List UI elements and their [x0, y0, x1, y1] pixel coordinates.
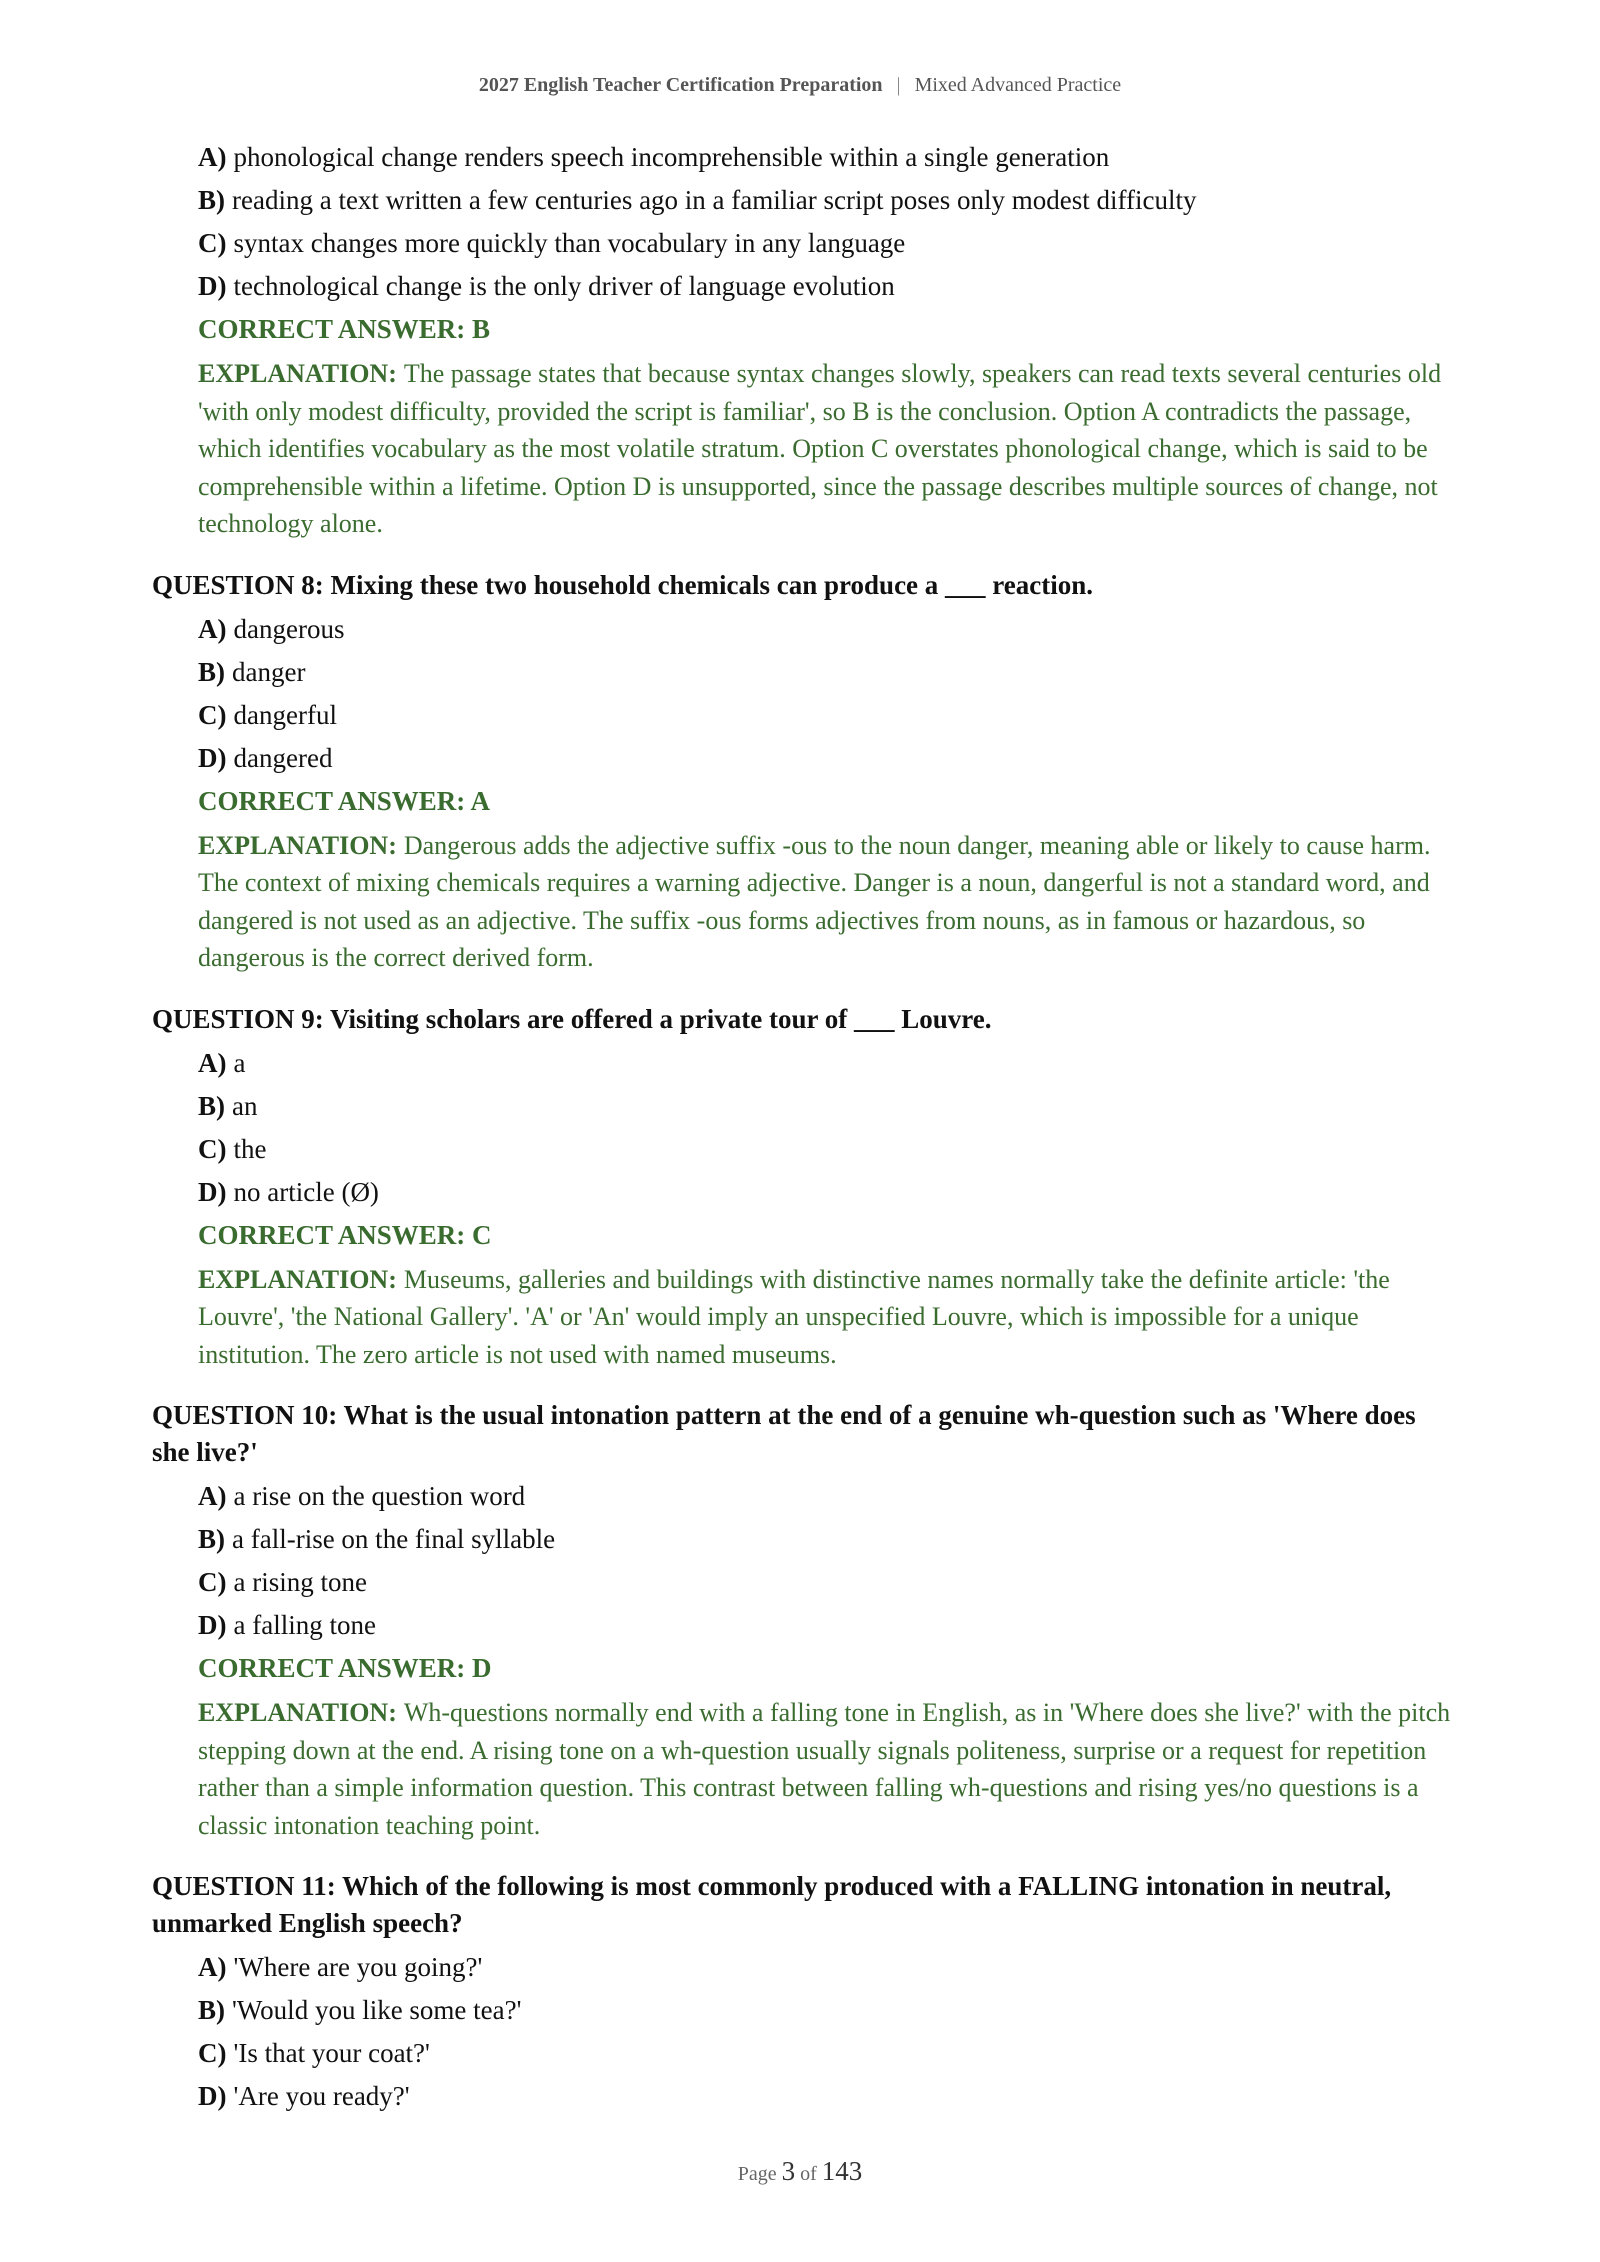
- total-pages: 143: [821, 2156, 863, 2186]
- option-letter: A): [198, 1047, 227, 1078]
- option-c: [198, 1561, 1452, 1604]
- correct-answer: CORRECT ANSWER: C: [198, 1219, 492, 1250]
- option-text: an: [232, 1090, 258, 1121]
- option-b: [198, 1085, 1452, 1128]
- option-list: [198, 136, 1452, 308]
- page-word: Page: [737, 2163, 777, 2185]
- correct-answer: CORRECT ANSWER: D: [198, 1653, 492, 1683]
- option-letter: A): [198, 142, 227, 172]
- option-c: [198, 2032, 1452, 2075]
- option-text: 'Where are you going?': [233, 1952, 483, 1982]
- option-text: the: [233, 1133, 267, 1164]
- option-b: [198, 179, 1452, 222]
- explanation-text: Wh-questions normally end with a falling tone in English, as in 'Where does she live?' with the pitch stepping down at the end. A rising tone on a wh-question usually signals politeness, surprise or a request for repetition rather than a simple information question. This contrast between falling wh-questions and rising yes/no questions is a classic intonation teaching point.: [198, 1698, 1451, 1840]
- correct-answer: CORRECT ANSWER: B: [198, 314, 491, 344]
- option-text: a falling tone: [233, 1610, 376, 1640]
- option-letter: C): [198, 1567, 227, 1597]
- option-d: [198, 1171, 1452, 1214]
- option-text: technological change is the only driver of language evolution: [233, 271, 895, 301]
- question-heading: QUESTION 11: Which of the following is most commonly produced with a FALLING intonation in neutral, unmarked English speech?: [152, 1871, 1392, 1938]
- header-subtitle: Mixed Advanced Practice: [914, 74, 1122, 96]
- option-letter: A): [198, 613, 227, 644]
- explanation-label: EXPLANATION:: [198, 1698, 397, 1727]
- option-letter: D): [198, 1176, 227, 1207]
- option-letter: C): [198, 1133, 227, 1164]
- option-text: 'Is that your coat?': [233, 2038, 430, 2068]
- explanation: [198, 1694, 1452, 1844]
- option-list: [198, 1475, 1452, 1647]
- explanation-label: EXPLANATION:: [198, 359, 397, 388]
- header-separator: |: [896, 74, 901, 96]
- option-letter: B): [198, 185, 225, 215]
- page-content: [152, 136, 1452, 2118]
- option-c: [198, 1128, 1452, 1171]
- option-list: [198, 608, 1452, 780]
- option-text: a fall-rise on the final syllable: [232, 1524, 556, 1554]
- option-letter: D): [198, 271, 227, 301]
- explanation-label: EXPLANATION:: [198, 1264, 397, 1294]
- option-text: a rise on the question word: [233, 1481, 526, 1511]
- option-text: reading a text written a few centuries ago in a familiar script poses only modest difficulty: [232, 185, 1197, 215]
- option-b: [198, 651, 1452, 694]
- option-letter: B): [198, 1090, 225, 1121]
- option-text: 'Are you ready?': [233, 2081, 410, 2111]
- option-text: syntax changes more quickly than vocabulary in any language: [233, 228, 906, 258]
- question-11: [152, 1868, 1452, 2118]
- question-10: [152, 1397, 1452, 1844]
- option-letter: C): [198, 699, 227, 730]
- option-text: dangerous: [233, 613, 345, 644]
- option-letter: D): [198, 2081, 227, 2111]
- question-heading: QUESTION 9: Visiting scholars are offered a private tour of ___ Louvre.: [152, 1003, 992, 1034]
- option-b: [198, 1518, 1452, 1561]
- option-d: [198, 737, 1452, 780]
- option-c: [198, 222, 1452, 265]
- option-text: phonological change renders speech incomprehensible within a single generation: [233, 142, 1110, 172]
- running-header: [0, 74, 1600, 97]
- page-footer: [0, 2156, 1600, 2187]
- question-8: [152, 567, 1452, 977]
- option-d: [198, 1604, 1452, 1647]
- option-list: [198, 1042, 1452, 1214]
- page-number: 3: [781, 2156, 796, 2186]
- option-letter: C): [198, 2038, 227, 2068]
- explanation-text: The passage states that because syntax changes slowly, speakers can read texts several centuries old 'with only modest difficulty, provided the script is familiar', so B is the conclusion. Option A contradicts the passage, which identifies vocabulary as the most volatile stratum. Option C overstates phonological change, which is said to be comprehensible within a lifetime. Option D is unsupported, since the passage describes multiple sources of change, not technology alone.: [198, 359, 1442, 538]
- option-text: a rising tone: [233, 1567, 367, 1597]
- option-c: [198, 694, 1452, 737]
- explanation-text: Dangerous adds the adjective suffix -ous to the noun danger, meaning able or likely to cause harm. The context of mixing chemicals requires a warning adjective. Danger is a noun, dangerful is not a standard word, and dangered is not used as an adjective. The suffix -ous forms adjectives from nouns, as in famous or hazardous, so dangerous is the correct derived form.: [198, 830, 1431, 972]
- explanation-text: Museums, galleries and buildings with distinctive names normally take the definite article: 'the Louvre', 'the National Gallery'. 'A' or 'An' would imply an unspecified Louvre, which is impossible for a unique institution. The zero article is not used with named museums.: [198, 1264, 1390, 1369]
- question-7-continued: [152, 136, 1452, 543]
- option-text: dangerful: [233, 699, 337, 730]
- option-text: danger: [232, 656, 306, 687]
- option-a: [198, 1475, 1452, 1518]
- option-b: [198, 1989, 1452, 2032]
- option-letter: B): [198, 1524, 225, 1554]
- option-text: no article (Ø): [233, 1176, 379, 1207]
- question-9: [152, 1001, 1452, 1374]
- option-text: 'Would you like some tea?': [232, 1995, 522, 2025]
- of-word: of: [800, 2163, 817, 2185]
- option-a: [198, 1042, 1452, 1085]
- option-letter: A): [198, 1952, 227, 1982]
- explanation: [198, 1261, 1452, 1374]
- option-list: [198, 1946, 1452, 2118]
- explanation: [198, 355, 1452, 543]
- option-a: [198, 1946, 1452, 1989]
- option-letter: B): [198, 656, 225, 687]
- explanation: [198, 827, 1452, 977]
- option-a: [198, 136, 1452, 179]
- option-a: [198, 608, 1452, 651]
- header-title: 2027 English Teacher Certification Preparation: [478, 74, 883, 96]
- option-letter: A): [198, 1481, 227, 1511]
- option-letter: C): [198, 228, 227, 258]
- option-text: dangered: [233, 742, 333, 773]
- option-text: a: [233, 1047, 246, 1078]
- option-letter: D): [198, 742, 227, 773]
- option-d: [198, 265, 1452, 308]
- option-letter: B): [198, 1995, 225, 2025]
- option-letter: D): [198, 1610, 227, 1640]
- option-d: [198, 2075, 1452, 2118]
- question-heading: QUESTION 10: What is the usual intonation pattern at the end of a genuine wh-question such as 'Where does she live?': [152, 1400, 1416, 1467]
- question-heading: QUESTION 8: Mixing these two household chemicals can produce a ___ reaction.: [152, 569, 1094, 600]
- correct-answer: CORRECT ANSWER: A: [198, 785, 491, 816]
- explanation-label: EXPLANATION:: [198, 830, 397, 860]
